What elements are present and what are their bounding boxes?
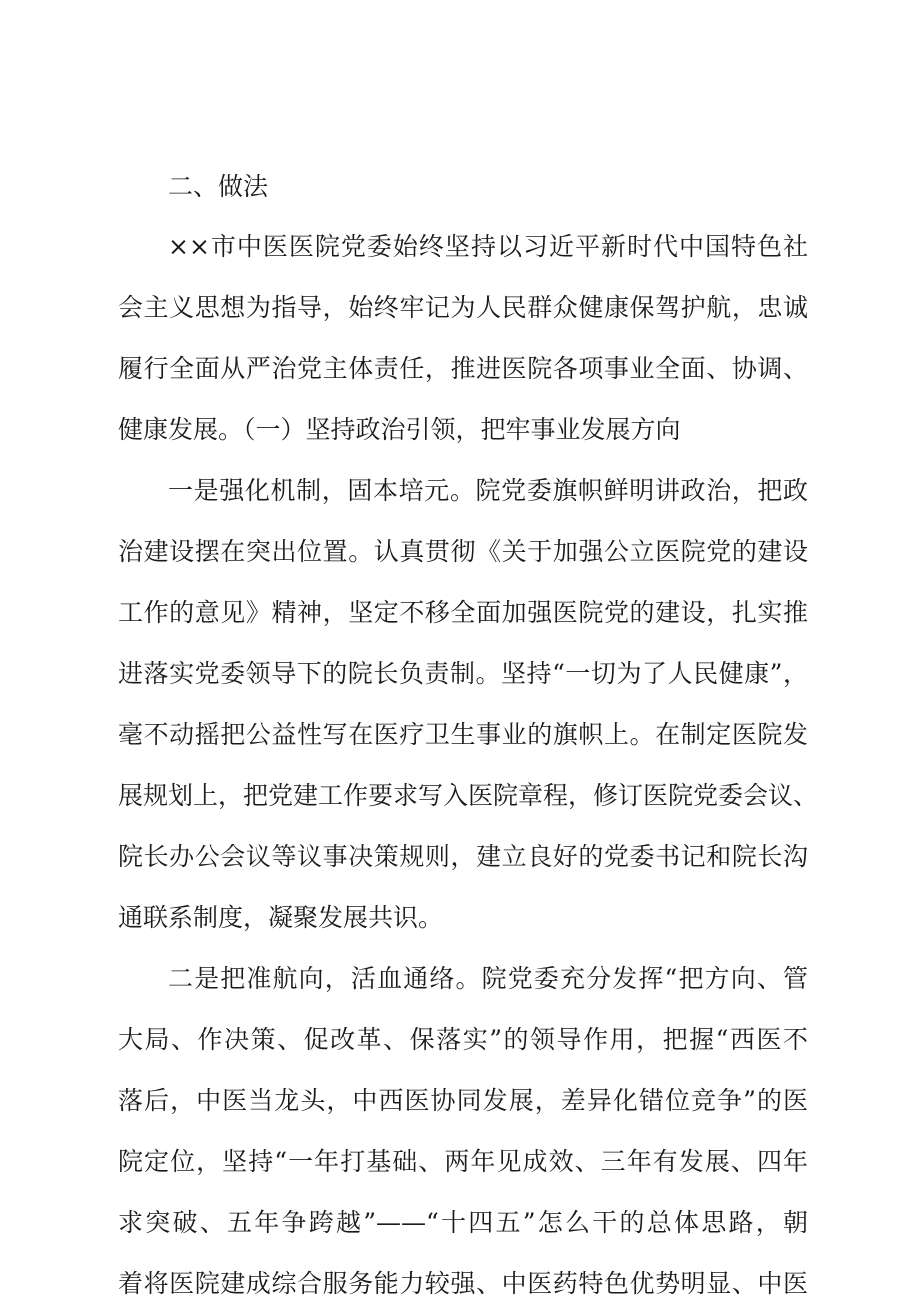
paragraph-line: 工作的意见》精神，坚定不移全面加强医院党的建设，扎实推 xyxy=(118,598,808,627)
paragraph-line: 进落实党委领导下的院长负责制。坚持“一切为了人民健康”， xyxy=(118,659,808,688)
paragraph-line: 求突破、五年争跨越”——“十四五”怎么干的总体思路，朝 xyxy=(118,1208,808,1237)
paragraph-line: 毫不动摇把公益性写在医疗卫生事业的旗帜上。在制定医院发 xyxy=(118,720,808,749)
paragraph-line: 落后，中医当龙头，中西医协同发展，差异化错位竞争”的医 xyxy=(118,1086,808,1115)
paragraph-line: 会主义思想为指导，始终牢记为人民群众健康保驾护航，忠诚 xyxy=(118,293,808,322)
paragraph-line: 二是把准航向，活血通络。院党委充分发挥“把方向、管 xyxy=(168,964,808,993)
paragraph-line: 着将医院建成综合服务能力较强、中医药特色优势明显、中医 xyxy=(118,1269,808,1298)
paragraph-line: 履行全面从严治党主体责任，推进医院各项事业全面、协调、 xyxy=(118,354,808,383)
paragraph-line: ××市中医医院党委始终坚持以习近平新时代中国特色社 xyxy=(168,232,808,261)
paragraph-line: 健康发展。（一）坚持政治引领，把牢事业发展方向 xyxy=(118,415,681,444)
paragraph-line: 展规划上，把党建工作要求写入医院章程，修订医院党委会议、 xyxy=(118,781,819,810)
paragraph-line: 院长办公会议等议事决策规则，建立良好的党委书记和院长沟 xyxy=(118,842,808,871)
section-heading: 二、做法 xyxy=(168,172,269,201)
paragraph-line: 院定位，坚持“一年打基础、两年见成效、三年有发展、四年 xyxy=(118,1147,808,1176)
paragraph-line: 治建设摆在突出位置。认真贯彻《关于加强公立医院党的建设 xyxy=(118,537,808,566)
paragraph-line: 一是强化机制，固本培元。院党委旗帜鲜明讲政治，把政 xyxy=(168,476,808,505)
paragraph-line: 大局、作决策、促改革、保落实”的领导作用，把握“西医不 xyxy=(118,1025,808,1054)
paragraph-line: 通联系制度，凝聚发展共识。 xyxy=(118,903,444,932)
